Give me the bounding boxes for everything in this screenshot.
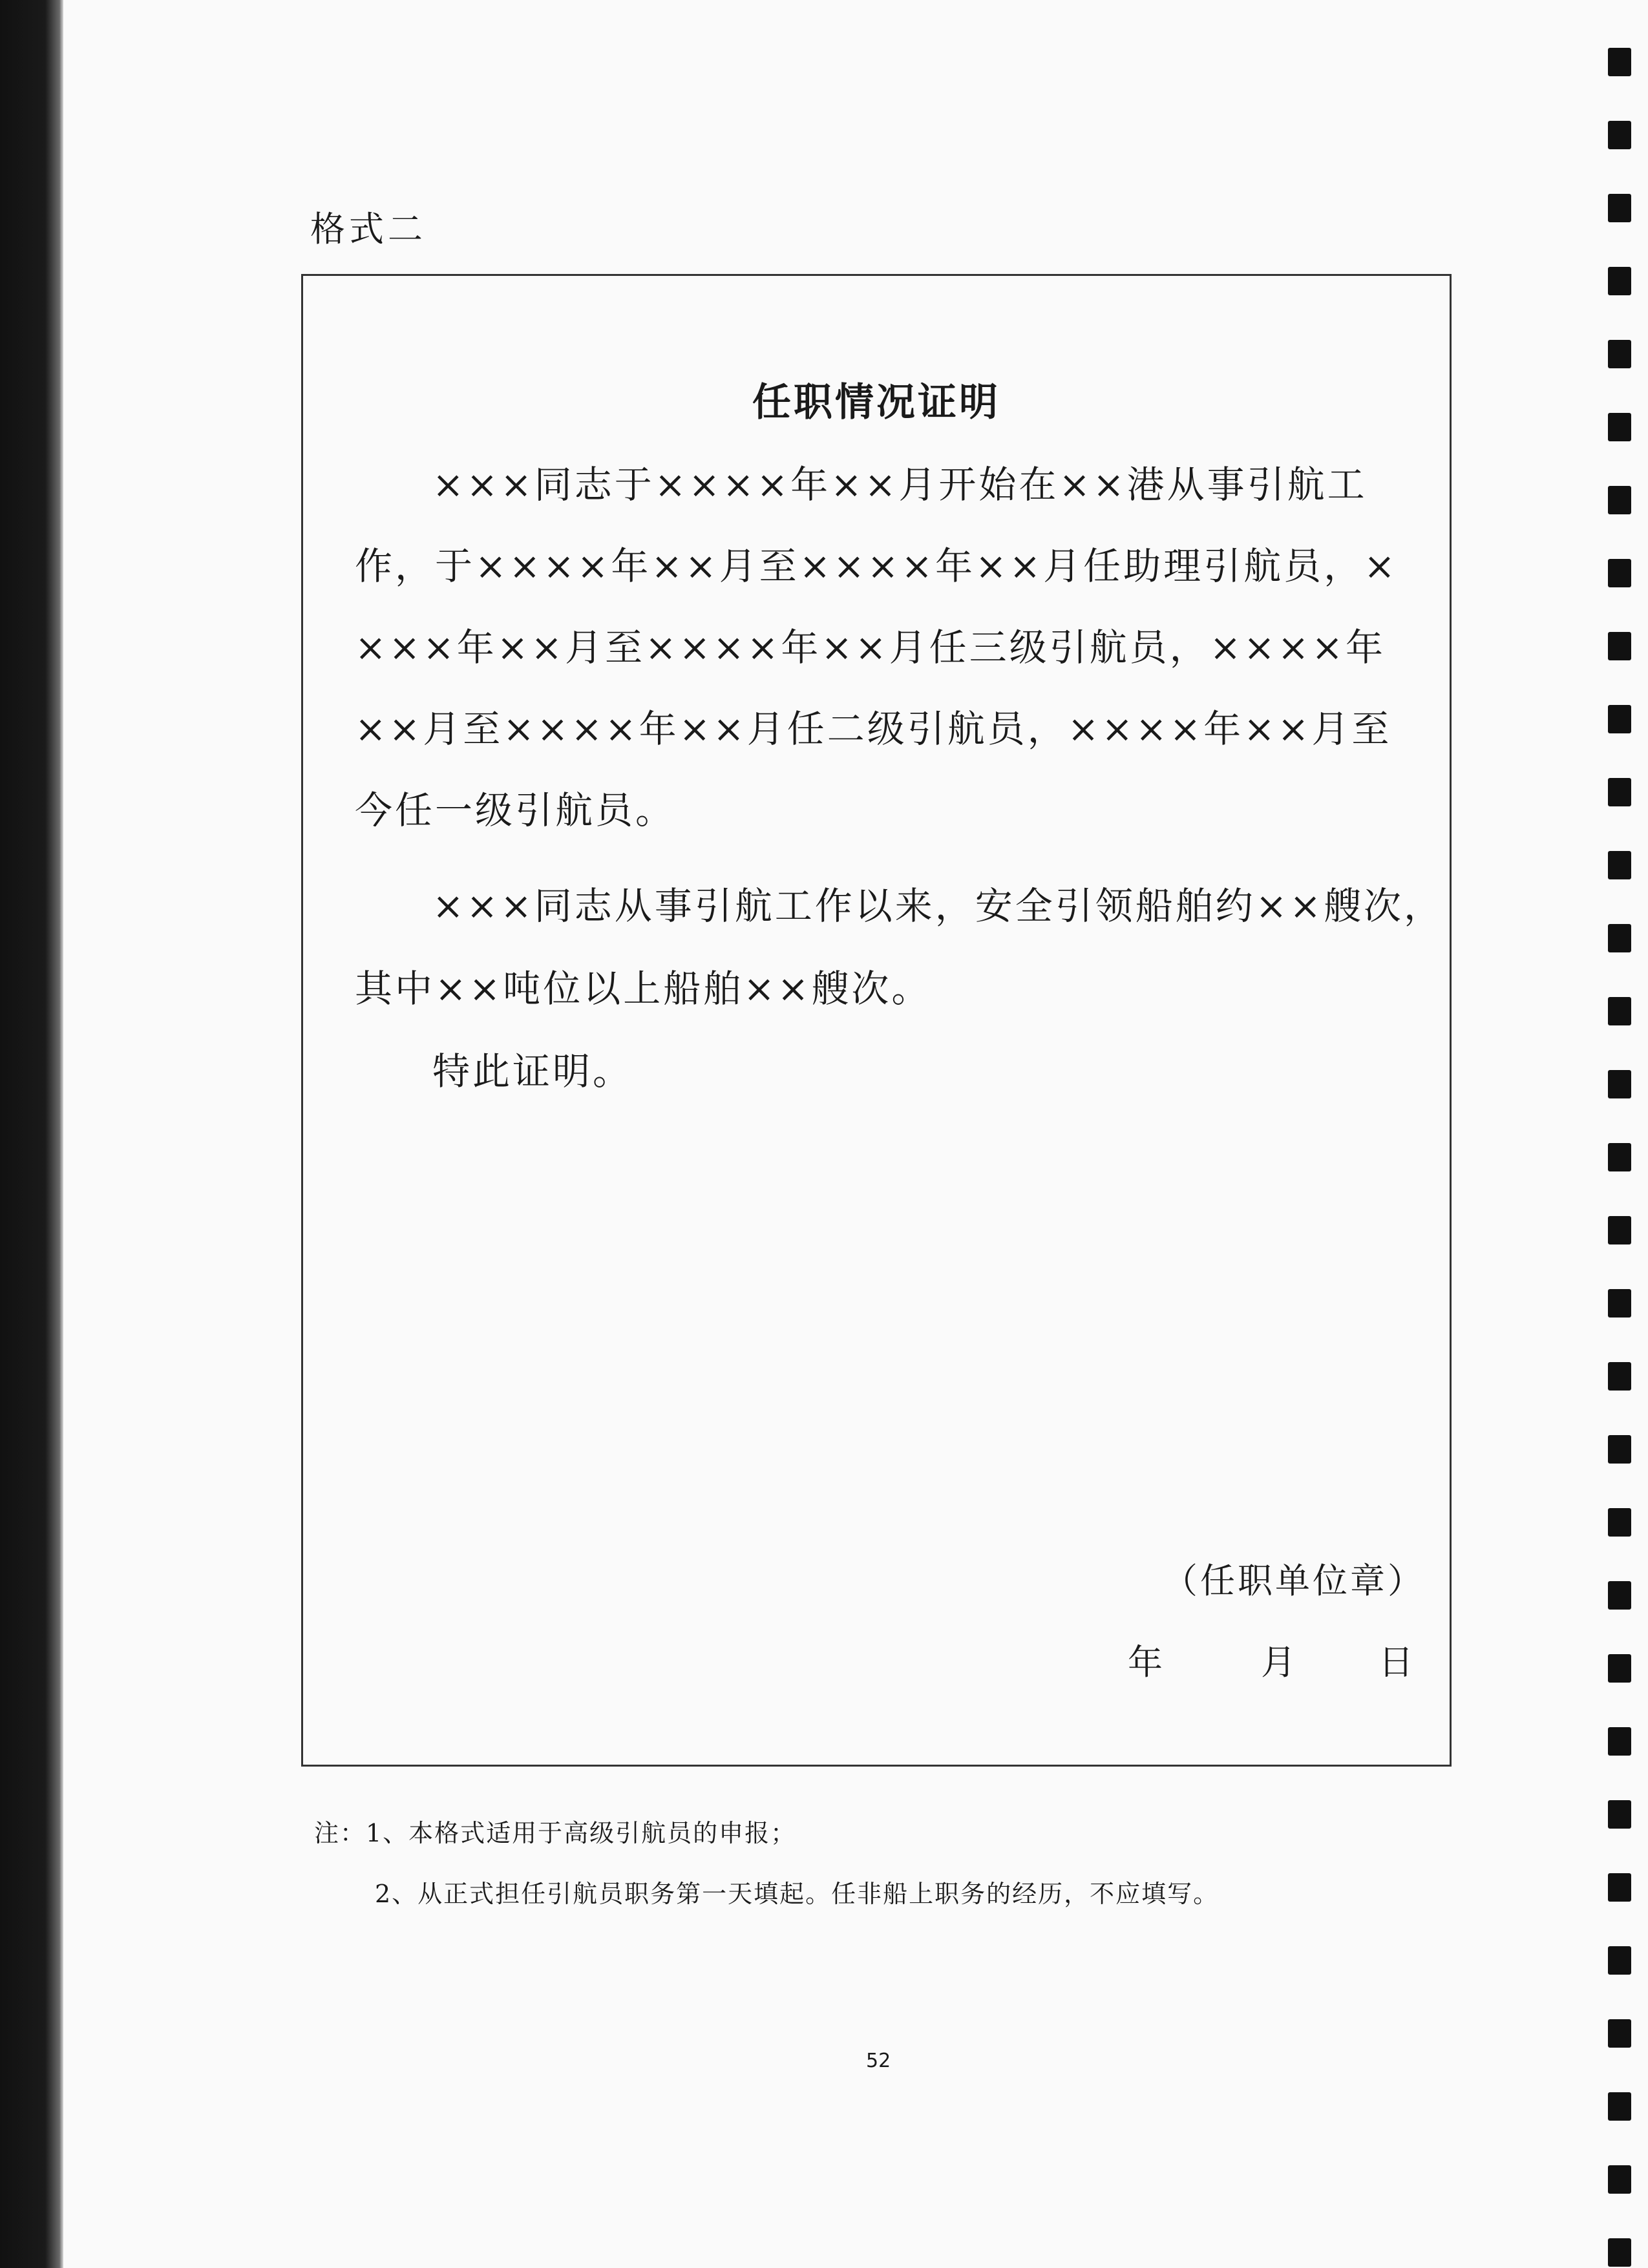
document-title: 任职情况证明: [752, 380, 1000, 425]
format-label: 格式二: [310, 209, 427, 249]
body-line: 特此证明。: [432, 1049, 633, 1093]
certificate-frame: [301, 274, 1452, 1767]
page-number: 52: [866, 2050, 891, 2072]
binding-hole: [1608, 48, 1631, 76]
binding-hole: [1608, 1800, 1631, 1829]
binding-hole: [1608, 1873, 1631, 1902]
binding-hole: [1608, 340, 1631, 368]
date-day-label: 日: [1379, 1642, 1413, 1683]
binding-hole: [1608, 559, 1631, 587]
binding-hole: [1608, 997, 1631, 1025]
binding-hole: [1608, 194, 1631, 222]
date-month-label: 月: [1261, 1642, 1296, 1683]
body-line: ×××年××月至××××年××月任三级引航员，××××年: [355, 625, 1386, 669]
binding-hole: [1608, 1581, 1631, 1610]
binding-hole: [1608, 1143, 1631, 1171]
body-line: 其中××吨位以上船舶××艘次。: [355, 967, 932, 1011]
binding-hole: [1608, 1654, 1631, 1683]
scan-binding-edge: [0, 0, 63, 2268]
binding-hole: [1608, 267, 1631, 295]
binding-hole: [1608, 1289, 1631, 1318]
body-line: ×××同志从事引航工作以来，安全引领船舶约××艘次，: [432, 884, 1444, 928]
seal-placeholder: （任职单位章）: [1163, 1560, 1425, 1601]
note-line: 2、从正式担任引航员职务第一天填起。任非船上职务的经历，不应填写。: [375, 1880, 1220, 1908]
binding-hole: [1608, 1435, 1631, 1464]
date-year-label: 年: [1128, 1642, 1163, 1683]
binding-holes: [1604, 0, 1648, 2268]
binding-hole: [1608, 2165, 1631, 2194]
body-line: 作，于××××年××月至××××年××月任助理引航员，×: [355, 544, 1398, 588]
binding-hole: [1608, 632, 1631, 660]
binding-hole: [1608, 1362, 1631, 1391]
binding-hole: [1608, 1216, 1631, 1244]
binding-hole: [1608, 413, 1631, 441]
binding-hole: [1608, 851, 1631, 879]
binding-hole: [1608, 778, 1631, 806]
binding-hole: [1608, 121, 1631, 149]
body-line: ××月至××××年××月任二级引航员，××××年××月至: [355, 707, 1392, 751]
binding-hole: [1608, 1508, 1631, 1537]
body-line: ×××同志于××××年××月开始在××港从事引航工: [432, 463, 1368, 507]
binding-hole: [1608, 2238, 1631, 2267]
binding-hole: [1608, 2019, 1631, 2048]
binding-hole: [1608, 924, 1631, 952]
note-line: 注：1、本格式适用于高级引航员的申报；: [314, 1819, 797, 1847]
binding-hole: [1608, 2092, 1631, 2121]
binding-hole: [1608, 1727, 1631, 1756]
binding-hole: [1608, 1946, 1631, 1975]
binding-hole: [1608, 705, 1631, 733]
body-line: 今任一级引航员。: [355, 788, 676, 832]
binding-hole: [1608, 1070, 1631, 1098]
binding-hole: [1608, 486, 1631, 514]
